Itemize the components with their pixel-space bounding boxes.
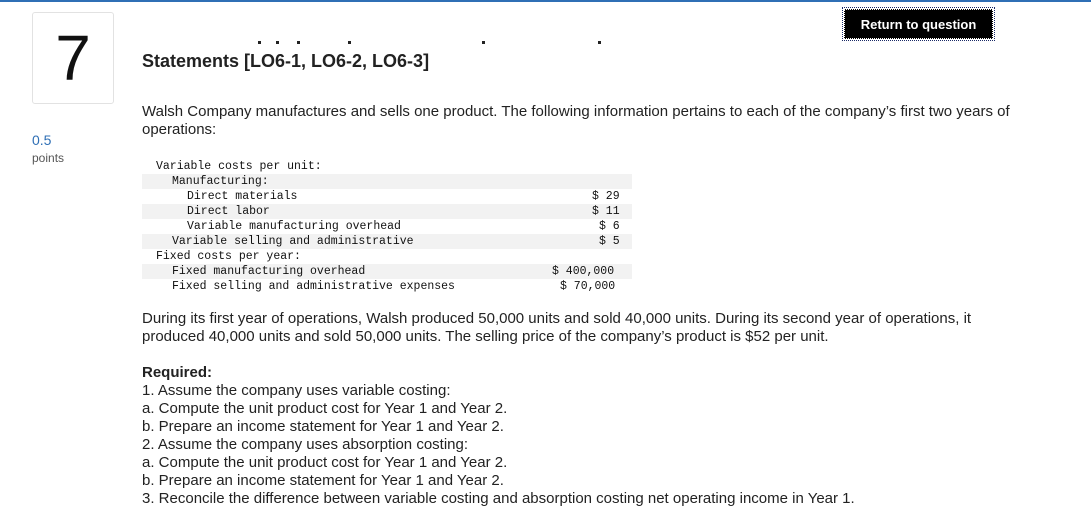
required-section <box>142 364 1022 508</box>
row-label: Fixed manufacturing overhead <box>172 265 366 278</box>
row-label: Variable selling and administrative <box>172 235 414 248</box>
table-row <box>142 189 632 204</box>
row-label: Manufacturing: <box>172 175 269 188</box>
table-row <box>142 174 632 189</box>
table-row <box>156 159 636 174</box>
table-row <box>142 204 632 219</box>
required-item: 1. Assume the company uses variable costing: <box>142 382 451 399</box>
required-item: b. Prepare an income statement for Year 1 and Year 2. <box>142 472 504 489</box>
required-item: 2. Assume the company uses absorption costing: <box>142 436 469 453</box>
intro-paragraph: Walsh Company manufactures and sells one product. The following information pertains to each of the company’s first two years of operations: <box>142 103 1010 138</box>
row-label: Direct materials <box>187 190 298 203</box>
row-amount: $ 29 <box>592 190 620 203</box>
row-label: Fixed selling and administrative expenses <box>172 280 455 293</box>
points-info <box>32 132 64 166</box>
required-item: b. Prepare an income statement for Year 1 and Year 2. <box>142 418 504 435</box>
row-label: Variable costs per unit: <box>156 160 322 173</box>
row-amount: $ 5 <box>599 235 620 248</box>
table-row <box>142 279 632 294</box>
row-amount: $ 11 <box>592 205 620 218</box>
table-row <box>142 249 632 264</box>
row-amount: $ 400,000 <box>552 265 615 278</box>
row-label: Direct labor <box>187 205 270 218</box>
required-item: a. Compute the unit product cost for Year 1 and Year 2. <box>142 400 508 417</box>
table-row <box>142 234 632 249</box>
question-number-box <box>32 12 114 104</box>
production-paragraph: During its first year of operations, Walsh produced 50,000 units and sold 40,000 units. During its second year of operations, it produced 40,000 units and sold 50,000 units. The selling price of the company’s product is $52 per unit. <box>142 310 972 345</box>
required-item: 3. Reconcile the difference between variable costing and absorption costing net operating income in Year 1. <box>142 490 855 507</box>
row-amount: $ 6 <box>599 220 620 233</box>
question-title: Statements [LO6-1, LO6-2, LO6-3] <box>142 51 430 71</box>
row-amount: $ 70,000 <box>560 280 616 293</box>
table-row <box>142 264 632 279</box>
points-value: 0.5 <box>32 132 52 148</box>
row-label: Variable manufacturing overhead <box>187 220 401 233</box>
required-heading: Required: <box>142 364 213 381</box>
points-label: points <box>32 151 65 165</box>
return-to-question-button[interactable]: Return to question <box>844 9 993 39</box>
required-item: a. Compute the unit product cost for Year 1 and Year 2. <box>142 454 508 471</box>
top-accent-line <box>0 0 1091 2</box>
row-label: Fixed costs per year: <box>156 250 301 263</box>
table-row <box>142 219 632 234</box>
clipped-title-remnant <box>250 36 610 46</box>
question-number: 7 <box>55 22 91 94</box>
